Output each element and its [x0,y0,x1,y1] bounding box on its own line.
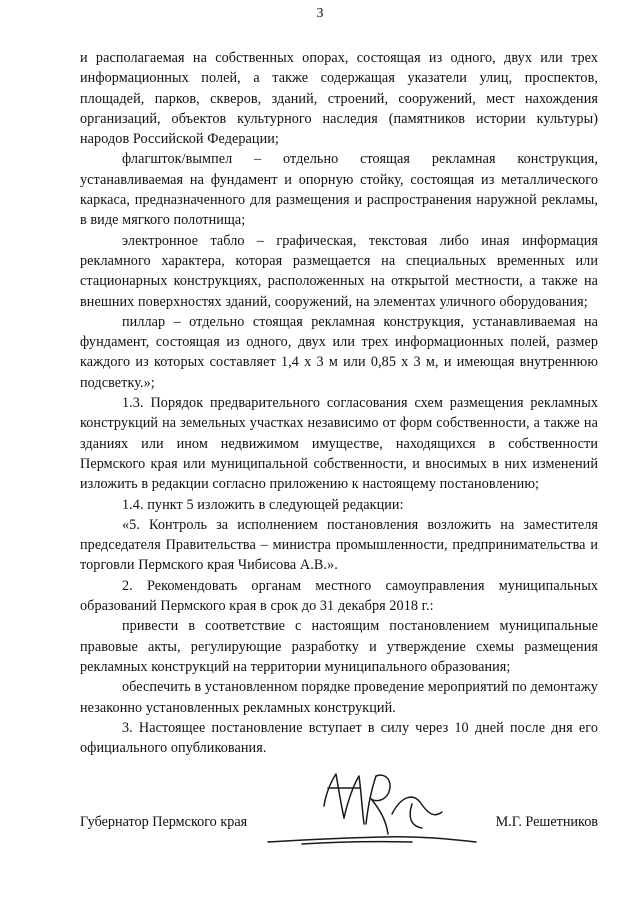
signatory-name: М.Г. Решетников [495,814,598,830]
paragraph-dismantling: обеспечить в установленном порядке проведение мероприятий по демонтажу незаконно установленных рекламных конструкций. [80,679,598,716]
paragraph-bring-into-compliance: привести в соответствие с настоящим постановлением муниципальные правовые акты, регулирующие разработку и утверждение схемы размещения рекламных конструкций на территории муниципального образования; [80,618,598,675]
paragraph-flagpole: флагшток/вымпел – отдельно стоящая рекламная конструкция, устанавливаемая на фундамент и опорную стойку, состоящая из металлического каркаса, предназначенного для размещения и распространения наружной рекламы, в виде мягкого полотнища; [80,151,598,229]
paragraph-electronic-board: электронное табло – графическая, текстовая либо иная информация рекламного характера, которая размещается на специальных временных или стационарных конструкциях, расположенных на открытой местности, а также на внешних поверхностях зданий, сооружений, на элементах уличного оборудования; [80,232,598,310]
paragraph-item-3: 3. Настоящее постановление вступает в силу через 10 дней после дня его официального опубликования. [80,719,598,757]
paragraph-item-1-4: 1.4. пункт 5 изложить в следующей редакции: [122,496,404,513]
handwritten-signature [262,758,482,858]
page-number: 3 [316,6,324,21]
paragraph-item-1-3: 1.3. Порядок предварительного согласования схем размещения рекламных конструкций на земельных участках независимо от форм собственности, а также на зданиях или ином недвижимом имуществе, находящихся в собственности Пермского края или муниципальной собственности, и вносимых в них изменений изложить в редакции согласно приложению к настоящему постановлению; [80,395,598,493]
paragraph-continuation: и располагаемая на собственных опорах, состоящая из одного, двух или трех информационных полей, а также содержащая указатели улиц, проспектов, площадей, парков, скверов, зданий, строений, сооружений, мест нахождения организаций, объектов культурного наследия (памятников истории культуры) народов Российской Федерации; [80,50,598,148]
signature-block [80,812,598,836]
paragraph-control-clause: «5. Контроль за исполнением постановления возложить на заместителя председателя Правительства – министра промышленности, предпринимательства и торговли Пермского края Чибисова А.В.». [80,516,598,574]
signatory-title: Губернатор Пермского края [80,814,248,830]
paragraph-item-2: 2. Рекомендовать органам местного самоуправления муниципальных образований Пермского края в срок до 31 декабря 2018 г.: [80,577,598,615]
paragraph-pillar: пиллар – отдельно стоящая рекламная конструкция, устанавливаемая на фундамент, состоящая из одного, двух или трех информационных полей, размер каждого из которых составляет 1,4 х 3 м или 0,85 х 3 м, и имеющая внутреннюю подсветку.»; [80,313,598,391]
document-body [80,48,598,758]
